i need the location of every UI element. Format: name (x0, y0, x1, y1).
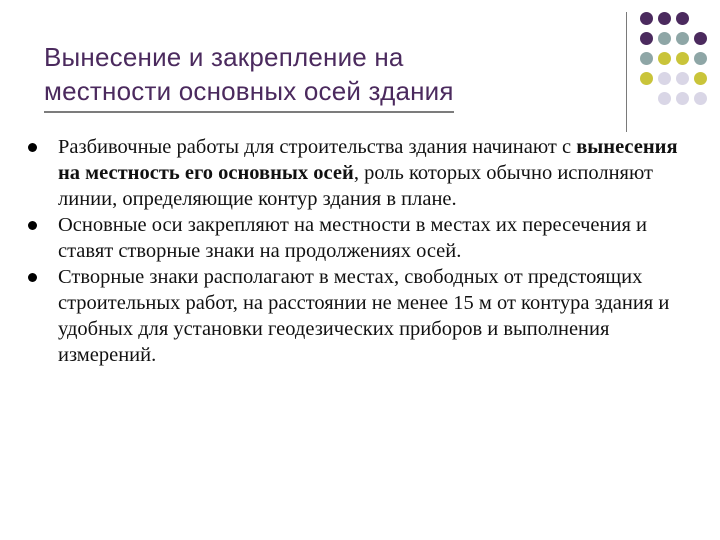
bullet-text-pre: Разбивочные работы для строительства здания начинают с (58, 136, 577, 158)
bullet-item (24, 134, 694, 212)
slide-title (44, 40, 604, 111)
decorative-dot (658, 92, 671, 105)
decorative-dot (658, 12, 671, 25)
decorative-dot (676, 72, 689, 85)
decorative-dot (694, 72, 707, 85)
title-line-2: местности основных осей здания (44, 74, 454, 113)
decorative-dot (694, 92, 707, 105)
decorative-dot (658, 52, 671, 65)
decorative-dot (676, 12, 689, 25)
title-line-1: Вынесение и закрепление на (44, 42, 404, 72)
decorative-dot (658, 72, 671, 85)
bullet-dot-icon (28, 221, 37, 230)
decorative-dot (676, 32, 689, 45)
bullet-text-bold: вынесения на местность его основных осей (58, 136, 678, 184)
decorative-dot (640, 12, 653, 25)
bullet-text-pre: Створные знаки располагают в местах, свободных от предстоящих строительных работ, на расстоянии не менее 15 м от контура здания и удобных для установки геодезических приборов и выполнения измерений. (58, 266, 670, 366)
decorative-dot (658, 32, 671, 45)
bullet-dot-icon (28, 143, 37, 152)
decorative-dot-grid (640, 12, 720, 142)
bullet-text-pre: Основные оси закрепляют на местности в местах их пересечения и ставят створные знаки на продолжениях осей. (58, 214, 647, 262)
bullet-item (24, 264, 694, 368)
decorative-dot (640, 32, 653, 45)
decorative-dot (676, 52, 689, 65)
decorative-dot (676, 92, 689, 105)
bullet-item (24, 212, 694, 264)
bullet-dot-icon (28, 273, 37, 282)
decorative-vertical-line (626, 12, 627, 132)
decorative-dot (694, 52, 707, 65)
decorative-dot (640, 52, 653, 65)
bullet-list (24, 134, 694, 368)
bullet-text-post: , роль которых обычно исполняют линии, определяющие контур здания в плане. (58, 162, 653, 210)
decorative-dot (694, 32, 707, 45)
decorative-dot (640, 72, 653, 85)
